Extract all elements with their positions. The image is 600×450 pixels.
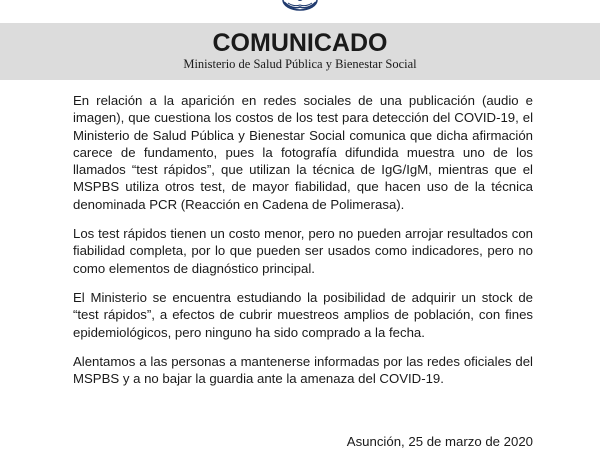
paragraph-2: Los test rápidos tienen un costo menor, pero no pueden arrojar resultados con fiabilidad completa, por lo que pueden ser usados como indicadores, pero no como elementos de diagnóstico principal. [73, 226, 533, 276]
paragraph-4: Alentamos a las personas a mantenerse informadas por las redes oficiales del MSPBS y a no bajar la guardia ante la amenaza del COVID-19. [73, 353, 533, 387]
page-title: COMUNICADO [212, 29, 388, 57]
date-line: Asunción, 25 de marzo de 2020 [346, 434, 533, 449]
statement-body [73, 92, 533, 399]
paragraph-1: En relación a la aparición en redes sociales de una publicación (audio e imagen), que cuestiona los costos de los test para detección del COVID-19, el Ministerio de Salud Pública y Bienestar Social comunica que dicha afirmación carece de fundamento, pues la fotografía difundida muestra uno de los llamados “test rápidos”, que utilizan la técnica de IgG/IgM, mientras que el MSPBS utiliza otros test, de mayor fiabilidad, que hacen uso de la técnica denominada PCR (Reacción en Cadena de Polimerasa). [73, 93, 533, 212]
government-seal-icon [275, 0, 325, 12]
paragraph-3: El Ministerio se encuentra estudiando la posibilidad de adquirir un stock de “test rápidos”, a efectos de cubrir muestreos amplios de población, con fines epidemiológicos, pero ninguno ha sido comprado a la fecha. [73, 289, 533, 340]
ministry-subtitle: Ministerio de Salud Pública y Bienestar Social [183, 57, 417, 71]
